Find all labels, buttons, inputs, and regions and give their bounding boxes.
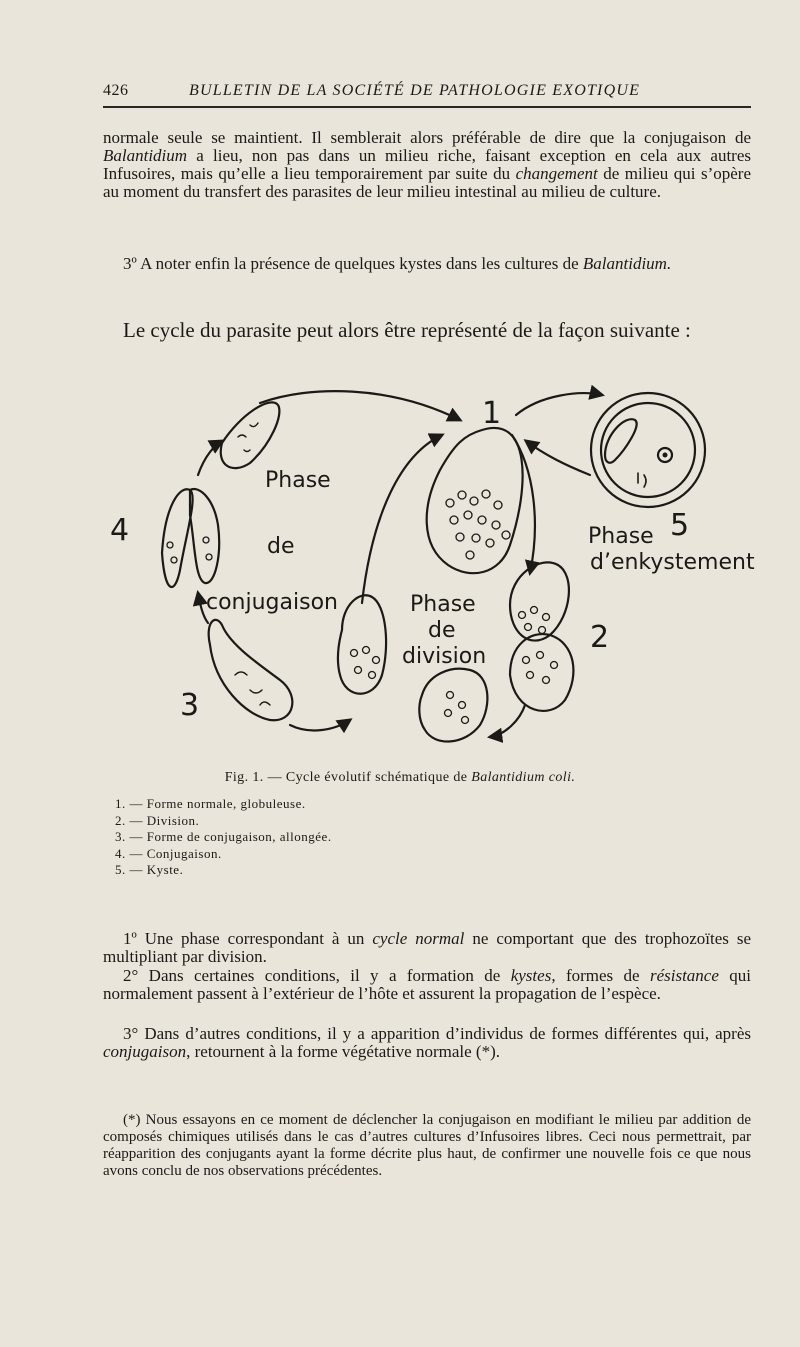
journal-title: BULLETIN DE LA SOCIÉTÉ DE PATHOLOGIE EXOTIQUE: [189, 82, 641, 99]
legend-item: 1. — Forme normale, globuleuse.: [115, 796, 306, 811]
form-division-center-granules: [351, 647, 380, 679]
label-division-phase: Phase: [410, 592, 476, 617]
conclusion-text: ne comportant que des trophozoïtes se multipliant par division.: [103, 929, 751, 966]
form-4-granules: [167, 537, 212, 563]
running-header: [103, 80, 751, 108]
arrow-form2-to-next: [490, 705, 525, 737]
arrow-cyst-to-form1: [526, 441, 590, 475]
form-2-division-upper: [510, 562, 569, 640]
cycle-intro-paragraph: [103, 319, 751, 342]
legend-item: 5. — Kyste.: [115, 862, 184, 877]
emphasis-term: conjugaison: [103, 1042, 187, 1061]
conclusion-2: [103, 967, 751, 1003]
intro-paragraph-1: [103, 129, 751, 201]
form-3-squiggles: [235, 672, 270, 705]
intro-text: normale seule se maintient. Il semblerait alors préférable de dire que la conjugaison de: [103, 128, 751, 147]
label-division-name: division: [402, 644, 487, 669]
conclusion-1: [103, 930, 751, 966]
conclusion-3: [103, 1025, 751, 1061]
cycle-diagram-svg: [110, 375, 755, 755]
form-4-left-conjugant: [162, 489, 193, 587]
cycle-diagram: [110, 375, 755, 755]
intro-text: a lieu, non pas dans un milieu riche, faisant exception en cela aux autres Infusoires, mais qu’elle a lieu temporairement par suite du: [103, 146, 751, 183]
figure-legend: [115, 796, 332, 879]
arrow-form1-to-cyst: [516, 393, 602, 415]
cyst-inner-wall: [601, 403, 695, 497]
form-1-granules: [446, 490, 510, 559]
emphasis-term: kystes: [510, 966, 552, 985]
form-2-division-lower: [510, 634, 573, 711]
label-num-2: 2: [590, 620, 610, 655]
emphasis-term: résistance: [649, 966, 719, 985]
label-division-de: de: [428, 618, 456, 643]
label-num-5: 5: [670, 508, 690, 543]
arrow-division-to-form1: [362, 435, 442, 603]
footnote-text: (*) Nous essayons en ce moment de déclencher la conjugaison en modifiant le milieu par addition de composés chimiques utilisés dans le cas d’autres cultures d’Infusoires libres. Ceci nous permettrait, par réapparition des conjugants ayant la forme décrite plus haut, de confirmer une nouvelle fois ce que nous avons conclu de nos observations précédentes.: [103, 1112, 751, 1179]
page-number: 426: [103, 82, 129, 99]
cycle-intro-text: Le cycle du parasite peut alors être représenté de la façon suivante :: [123, 318, 691, 342]
label-conjugation-name: conjugaison: [206, 590, 338, 615]
intro-text: 3º A noter enfin la présence de quelques kystes dans les cultures de: [123, 254, 583, 273]
form-2-granules: [519, 607, 558, 684]
cyst-outer-wall: [591, 393, 705, 507]
label-conjugation-de: de: [267, 534, 295, 559]
label-num-3: 3: [180, 688, 200, 723]
figure-caption: [0, 770, 800, 786]
emphasis-term: cycle normal: [372, 929, 465, 948]
arrow-form1-to-form2: [512, 435, 535, 573]
label-num-1: 1: [482, 396, 502, 431]
cyst-vacuole: [638, 473, 646, 487]
arrow-conjugation-to-form1: [260, 391, 460, 420]
emphasis-term: changement: [515, 164, 598, 183]
caption-species: Balantidium coli.: [471, 770, 576, 785]
label-conjugation-phase: Phase: [265, 468, 331, 493]
form-1-globular: [427, 428, 523, 573]
arrow-form3-to-center: [290, 720, 350, 730]
conclusion-text: , retournent à la forme végétative normale (*).: [186, 1042, 500, 1061]
legend-item: 2. — Division.: [115, 812, 200, 828]
intro-paragraph-2: [103, 255, 751, 273]
legend-item: 3. — Forme de conjugaison, allongée.: [115, 829, 332, 844]
form-division-center: [338, 595, 386, 693]
conclusion-text: 1º Une phase correspondant à un: [123, 929, 373, 948]
conclusion-text: 3° Dans d’autres conditions, il y a apparition d’individus de formes différentes qui, après: [123, 1024, 751, 1043]
arrow-form4-to-top: [198, 441, 222, 475]
intro-text: de milieu qui s’opère au moment du transfert des parasites de leur milieu intestinal au milieu de culture.: [103, 164, 751, 201]
caption-text: Fig. 1. — Cycle évolutif schématique de: [224, 770, 472, 785]
conclusion-text: qui normalement passent à l’extérieur de l’hôte et assurent la propagation de l’espèce.: [103, 966, 751, 1003]
conjugant-squiggles: [238, 423, 258, 452]
form-bottom-granules: [445, 692, 469, 724]
label-encystment-name: d’enkystement: [590, 550, 755, 575]
genus-name: Balantidium: [103, 146, 188, 165]
conclusion-text: , formes de: [551, 966, 650, 985]
form-3-elongated: [209, 620, 293, 720]
label-encystment-phase: Phase: [588, 524, 654, 549]
legend-item: 4. — Conjugaison.: [115, 845, 222, 861]
cyst-macronucleus: [605, 419, 637, 463]
form-4-right-conjugant: [190, 489, 219, 583]
conjugant-top-form: [221, 402, 280, 468]
footnote: [103, 1112, 751, 1180]
label-num-4: 4: [110, 513, 130, 548]
form-bottom-center: [419, 669, 487, 742]
conclusion-text: 2° Dans certaines conditions, il y a formation de: [123, 966, 511, 985]
genus-name: Balantidium.: [582, 254, 672, 273]
